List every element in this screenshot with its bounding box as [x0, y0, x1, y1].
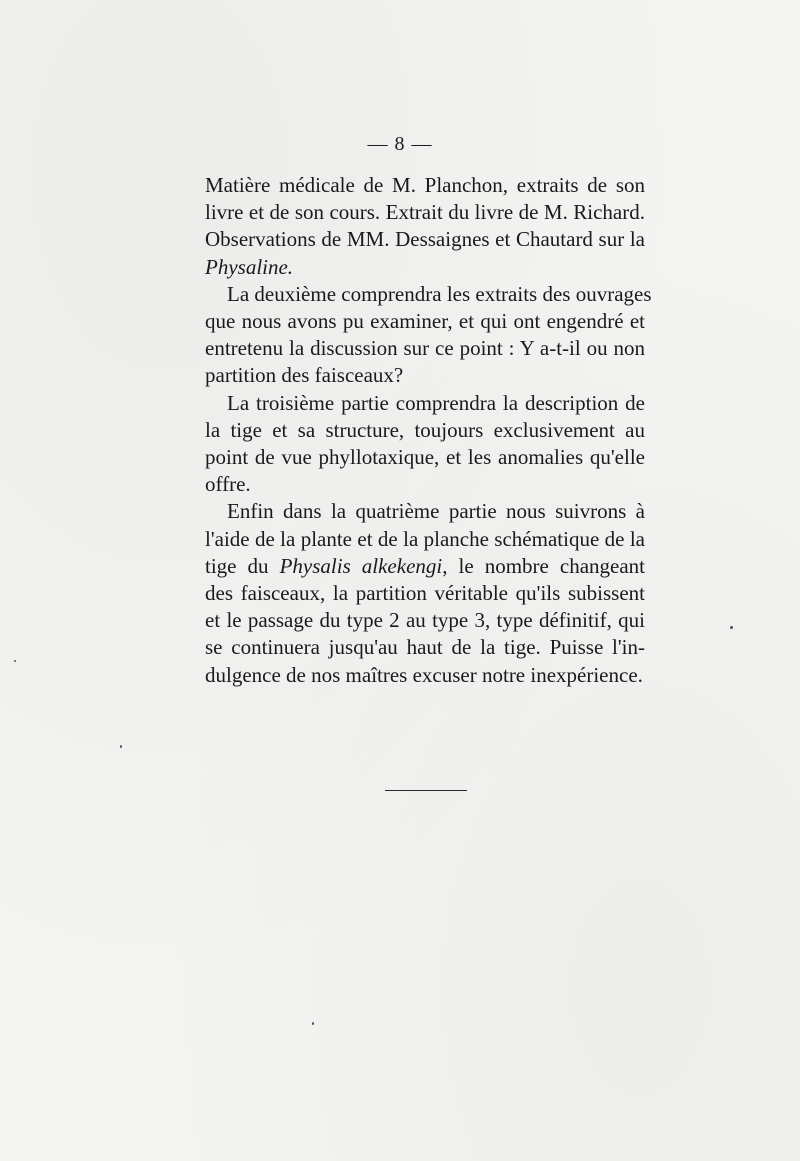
- text-line: l'aide de la plante et de la planche schématique de la: [205, 526, 645, 551]
- paper-speck: [14, 660, 16, 662]
- italic-term: Physaline.: [205, 254, 294, 279]
- text-line: La deuxième comprendra les extraits des ouvrages: [227, 281, 652, 306]
- text-line: Observations de MM. Dessaignes et Chautard sur la: [205, 227, 645, 252]
- page-number: — 8 —: [367, 133, 433, 155]
- text-line: La troisième partie comprendra la description de: [227, 390, 645, 415]
- text-line: entretenu la discussion sur ce point : Y a-t-il ou non: [205, 336, 645, 361]
- text-line: se continuera jusqu'au haut de la tige. Puisse l'in-: [205, 635, 645, 660]
- text-line: offre.: [205, 472, 251, 497]
- text-line: Enfin dans la quatrième partie nous suivrons à: [227, 499, 645, 524]
- paper-speck: [730, 626, 733, 629]
- text-line: partition des faisceaux?: [205, 363, 404, 388]
- text-line: livre et de son cours. Extrait du livre de M. Richard.: [205, 200, 645, 225]
- text-line: des faisceaux, la partition véritable qu'ils subissent: [205, 581, 645, 606]
- body-text: [205, 172, 652, 689]
- text-line: dulgence de nos maîtres excuser notre inexpérience.: [205, 662, 643, 687]
- text-line: que nous avons pu examiner, et qui ont engendré et: [205, 309, 645, 334]
- paper-speck: [312, 1022, 314, 1025]
- text-line: point de vue phyllotaxique, et les anomalies qu'elle: [205, 445, 645, 470]
- line-end: , le nombre changeant: [442, 553, 646, 578]
- text-line: la tige et sa structure, toujours exclusivement au: [205, 417, 645, 442]
- paper-speck: [120, 745, 122, 748]
- italic-term: Physalis alkekengi: [279, 553, 443, 578]
- line-start: tige du: [205, 553, 269, 578]
- text-line: Matière médicale de M. Planchon, extraits de son: [205, 173, 645, 197]
- text-line: et le passage du type 2 au type 3, type définitif, qui: [205, 608, 645, 633]
- text-line: [205, 254, 645, 281]
- section-divider: [385, 790, 467, 791]
- text-line: [205, 553, 645, 580]
